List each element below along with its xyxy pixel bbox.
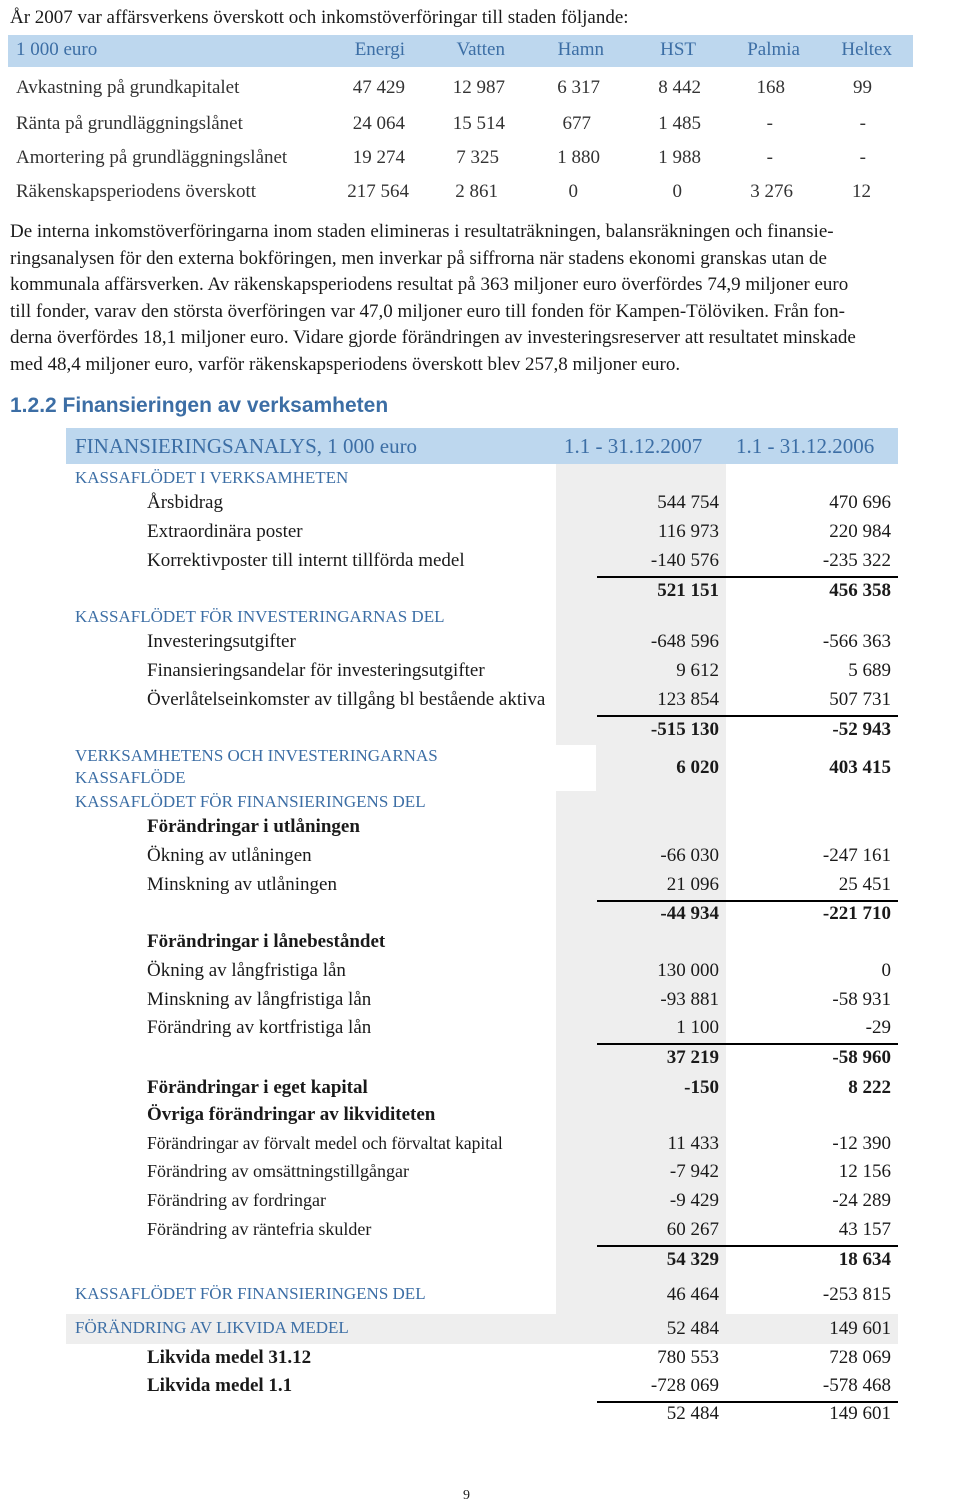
value-2006: -578 468 [822, 1375, 891, 1396]
value-2006: 0 [881, 960, 891, 981]
row-label: Minskning av långfristiga lån [147, 989, 372, 1010]
row-label: Räkenskapsperiodens överskott [16, 181, 257, 202]
value-2007: -66 030 [660, 845, 719, 866]
value-2007: 116 973 [657, 521, 719, 542]
row-label: Likvida medel 1.1 [147, 1375, 293, 1396]
value-2007: -728 069 [650, 1375, 719, 1396]
row-label: Förändringar av förvalt medel och förvaltat kapital [147, 1133, 503, 1153]
table-row [0, 1344, 960, 1373]
value-2006: -253 815 [822, 1284, 891, 1305]
value-2007: 60 267 [666, 1219, 719, 1240]
row-label: Extraordinära poster [147, 521, 303, 542]
cell-vatten: 2 861 [455, 181, 498, 202]
value-2006: -29 [865, 1017, 891, 1038]
table1-header-unit: 1 000 euro [16, 39, 98, 60]
cell-hamn: 677 [562, 113, 591, 134]
cell-hst: 8 442 [658, 77, 701, 98]
row-label: Investeringsutgifter [147, 631, 296, 652]
subtotal-row [0, 577, 960, 606]
cell-palmia: 3 276 [750, 181, 793, 202]
row-label: Förändring av kortfristiga lån [147, 1017, 372, 1038]
cell-vatten: 7 325 [456, 147, 499, 168]
caption-forandring-likvida: FÖRÄNDRING AV LIKVIDA MEDEL [75, 1318, 349, 1337]
value-2007: 21 096 [666, 874, 719, 895]
row-label: Likvida medel 31.12 [147, 1347, 312, 1368]
caption-kassaflodet-verksamheten: KASSAFLÖDET I VERKSAMHETEN [75, 468, 349, 487]
table-row [0, 109, 960, 141]
table-row [0, 1014, 960, 1043]
value-2006: 728 069 [829, 1347, 891, 1368]
row-label: Ökning av långfristiga lån [147, 960, 346, 981]
paragraph-line: till fonder, varav den största överföringen var 47,0 miljoner euro till fonden för Kampen-Tölöviken. Från fon- [10, 300, 845, 322]
eget-kapital-row [0, 1074, 960, 1103]
row-label: Årsbidrag [147, 492, 223, 513]
row-label: Korrektivposter till internt tillförda medel [147, 550, 465, 571]
table-row [0, 73, 960, 105]
row-label: Amortering på grundläggningslånet [16, 147, 288, 168]
table-row [0, 957, 960, 986]
value-2006: -12 390 [832, 1133, 891, 1154]
fin-header-col1: 1.1 - 31.12.2007 [564, 434, 703, 458]
table-row [0, 547, 960, 576]
caption-verksamhetens-line2: KASSAFLÖDE [75, 768, 186, 787]
row-label: Förändring av omsättningstillgångar [147, 1161, 409, 1181]
subheading-lanebestandet: Förändringar i lånebeståndet [147, 931, 386, 952]
value-2007: 521 151 [657, 580, 719, 601]
cell-hst: 0 [672, 181, 682, 202]
value-2006: 149 601 [829, 1318, 891, 1339]
row-label: Förändring av fordringar [147, 1190, 326, 1210]
table-row [0, 177, 960, 209]
subtotal-row [0, 754, 960, 783]
subtotal-row [0, 1246, 960, 1275]
table-row [0, 1187, 960, 1216]
caption-kassaflodet-finansieringens: KASSAFLÖDET FÖR FINANSIERINGENS DEL [75, 792, 426, 811]
value-2007: 1 100 [676, 1017, 719, 1038]
paragraph-line: De interna inkomstöverföringarna inom staden elimineras i resultaträkningen, balansräkningen och finansie- [10, 221, 834, 242]
table-row [0, 518, 960, 547]
subtotal-row [0, 1044, 960, 1073]
value-2007: 123 854 [657, 689, 719, 710]
table-row [0, 1216, 960, 1245]
value-2007: -140 576 [650, 550, 719, 571]
table1-header-heltex: Heltex [841, 39, 892, 60]
row-label: Överlåtelseinkomster av tillgång bl bestående aktiva [147, 689, 551, 711]
value-2006: -247 161 [822, 845, 891, 866]
cell-hamn: 0 [568, 181, 578, 202]
value-2007: -515 130 [650, 719, 719, 740]
table-row [0, 686, 960, 715]
cell-hst: 1 988 [658, 147, 701, 168]
row-label: Finansieringsandelar för investeringsutgifter [147, 660, 485, 681]
page-number: 9 [463, 1488, 470, 1503]
cell-energi: 217 564 [347, 181, 409, 202]
table-row [0, 986, 960, 1015]
cell-vatten: 12 987 [452, 77, 505, 98]
table-row [0, 489, 960, 518]
finansieringsanalys-header [66, 428, 898, 464]
paragraph-line: ringsanalysen för den externa bokföringen, men inverkar på siffrorna när stadens ekonomi granskas utan de [10, 247, 827, 269]
value-2007: -9 429 [669, 1190, 719, 1211]
cell-hamn: 6 317 [557, 77, 600, 98]
value-2007: 52 484 [666, 1403, 719, 1424]
table-row [0, 657, 960, 686]
cell-hst: 1 485 [658, 113, 701, 134]
table-row [0, 1372, 960, 1401]
cell-palmia: 168 [756, 77, 785, 98]
table-row [0, 628, 960, 657]
value-2007: 11 433 [667, 1133, 719, 1154]
row-label: Avkastning på grundkapitalet [16, 77, 240, 98]
paragraph-line: kommunala affärsverken. Av räkenskapsperiodens resultat på 363 miljoner euro överfördes 74,9 miljoner euro [10, 274, 849, 296]
table1-header-hst: HST [660, 39, 696, 60]
total-row [0, 1400, 960, 1429]
caption-kassaflodet-finansieringens-total: KASSAFLÖDET FÖR FINANSIERINGENS DEL [75, 1284, 426, 1303]
value-2006: 220 984 [829, 521, 891, 542]
value-2006: 12 156 [838, 1161, 891, 1182]
cell-energi: 24 064 [352, 113, 405, 134]
section-title: 1.2.2 Finansieringen av verksamheten [10, 394, 389, 417]
table-row [0, 871, 960, 900]
fin-header-col2: 1.1 - 31.12.2006 [736, 434, 875, 458]
intro-text: År 2007 var affärsverkens överskott och inkomstöverföringar till staden följande: [10, 7, 629, 28]
caption-kassaflodet-investeringarnas: KASSAFLÖDET FÖR INVESTERINGARNAS DEL [75, 607, 445, 626]
row-label: Minskning av utlåningen [147, 874, 337, 895]
value-2006: -58 960 [832, 1047, 891, 1068]
cell-heltex: - [859, 113, 866, 134]
value-2006: 18 634 [838, 1249, 891, 1270]
cell-hamn: 1 880 [557, 147, 600, 168]
value-2007: -648 596 [650, 631, 719, 652]
subtotal-row [0, 716, 960, 745]
value-2007: -150 [684, 1077, 719, 1098]
cell-palmia: - [766, 147, 773, 168]
value-2006: 456 358 [829, 580, 891, 601]
paragraph-line: med 48,4 miljoner euro, varför räkenskapsperiodens överskott blev 257,8 miljoner euro. [10, 353, 681, 375]
value-2006: -58 931 [832, 989, 891, 1010]
value-2007: 130 000 [657, 960, 719, 981]
paragraph-line: derna överfördes 18,1 miljoner euro. Vidare gjorde förändringen av investeringsreserver att resultatet minskade [10, 327, 856, 349]
value-2006: -221 710 [822, 903, 891, 924]
row-label: Förändring av räntefria skulder [147, 1219, 372, 1239]
cell-heltex: 12 [852, 181, 871, 202]
value-2006: -566 363 [822, 631, 891, 652]
cell-vatten: 15 514 [452, 113, 505, 134]
table1-header-row [0, 35, 960, 67]
row-label: Ökning av utlåningen [147, 845, 312, 866]
table-row [0, 842, 960, 871]
cell-energi: 47 429 [352, 77, 405, 98]
value-2007: 780 553 [657, 1347, 719, 1368]
value-2006: 470 696 [829, 492, 891, 513]
table1-header-hamn: Hamn [557, 39, 604, 60]
table-row [0, 1158, 960, 1187]
fin-header-title: FINANSIERINGSANALYS, 1 000 euro [75, 434, 418, 458]
subheading-ovriga: Övriga förändringar av likviditeten [147, 1104, 436, 1125]
value-2007: 37 219 [666, 1047, 719, 1068]
subtotal-row [0, 900, 960, 929]
value-2007: -44 934 [660, 903, 719, 924]
value-2007: 46 464 [666, 1284, 719, 1305]
value-2006: 43 157 [838, 1219, 891, 1240]
value-2006: -235 322 [822, 550, 891, 571]
table-row [0, 143, 960, 175]
value-2006: 149 601 [829, 1403, 891, 1424]
total-row [0, 1281, 960, 1310]
value-2006: -24 289 [832, 1190, 891, 1211]
value-2007: -7 942 [669, 1161, 719, 1182]
table-row [0, 1130, 960, 1159]
cell-palmia: - [766, 113, 773, 134]
row-label: Förändringar i eget kapital [147, 1077, 368, 1098]
value-2006: 25 451 [838, 874, 891, 895]
row-label: Ränta på grundläggningslånet [16, 113, 243, 134]
value-2006: -52 943 [832, 719, 891, 740]
value-2007: 544 754 [657, 492, 719, 513]
value-2007: 9 612 [676, 660, 719, 681]
total-row [0, 1315, 960, 1344]
caption-verksamhetens-line1: VERKSAMHETENS OCH INVESTERINGARNAS [75, 746, 438, 765]
value-2006: 5 689 [848, 660, 891, 681]
subheading-utlaningen: Förändringar i utlåningen [147, 816, 360, 837]
cell-heltex: 99 [853, 77, 872, 98]
body-paragraph [10, 219, 955, 379]
table1-header-energi: Energi [354, 39, 405, 60]
value-2007: 54 329 [666, 1249, 719, 1270]
value-2006: 8 222 [848, 1077, 891, 1098]
value-2007: 6 020 [676, 757, 719, 778]
table1-header-vatten: Vatten [456, 39, 505, 60]
value-2006: 507 731 [829, 689, 891, 710]
table1-header-palmia: Palmia [747, 39, 800, 60]
cell-energi: 19 274 [352, 147, 405, 168]
value-2006: 403 415 [829, 757, 891, 778]
value-2007: 52 484 [666, 1318, 719, 1339]
value-2007: -93 881 [660, 989, 719, 1010]
cell-heltex: - [859, 147, 866, 168]
